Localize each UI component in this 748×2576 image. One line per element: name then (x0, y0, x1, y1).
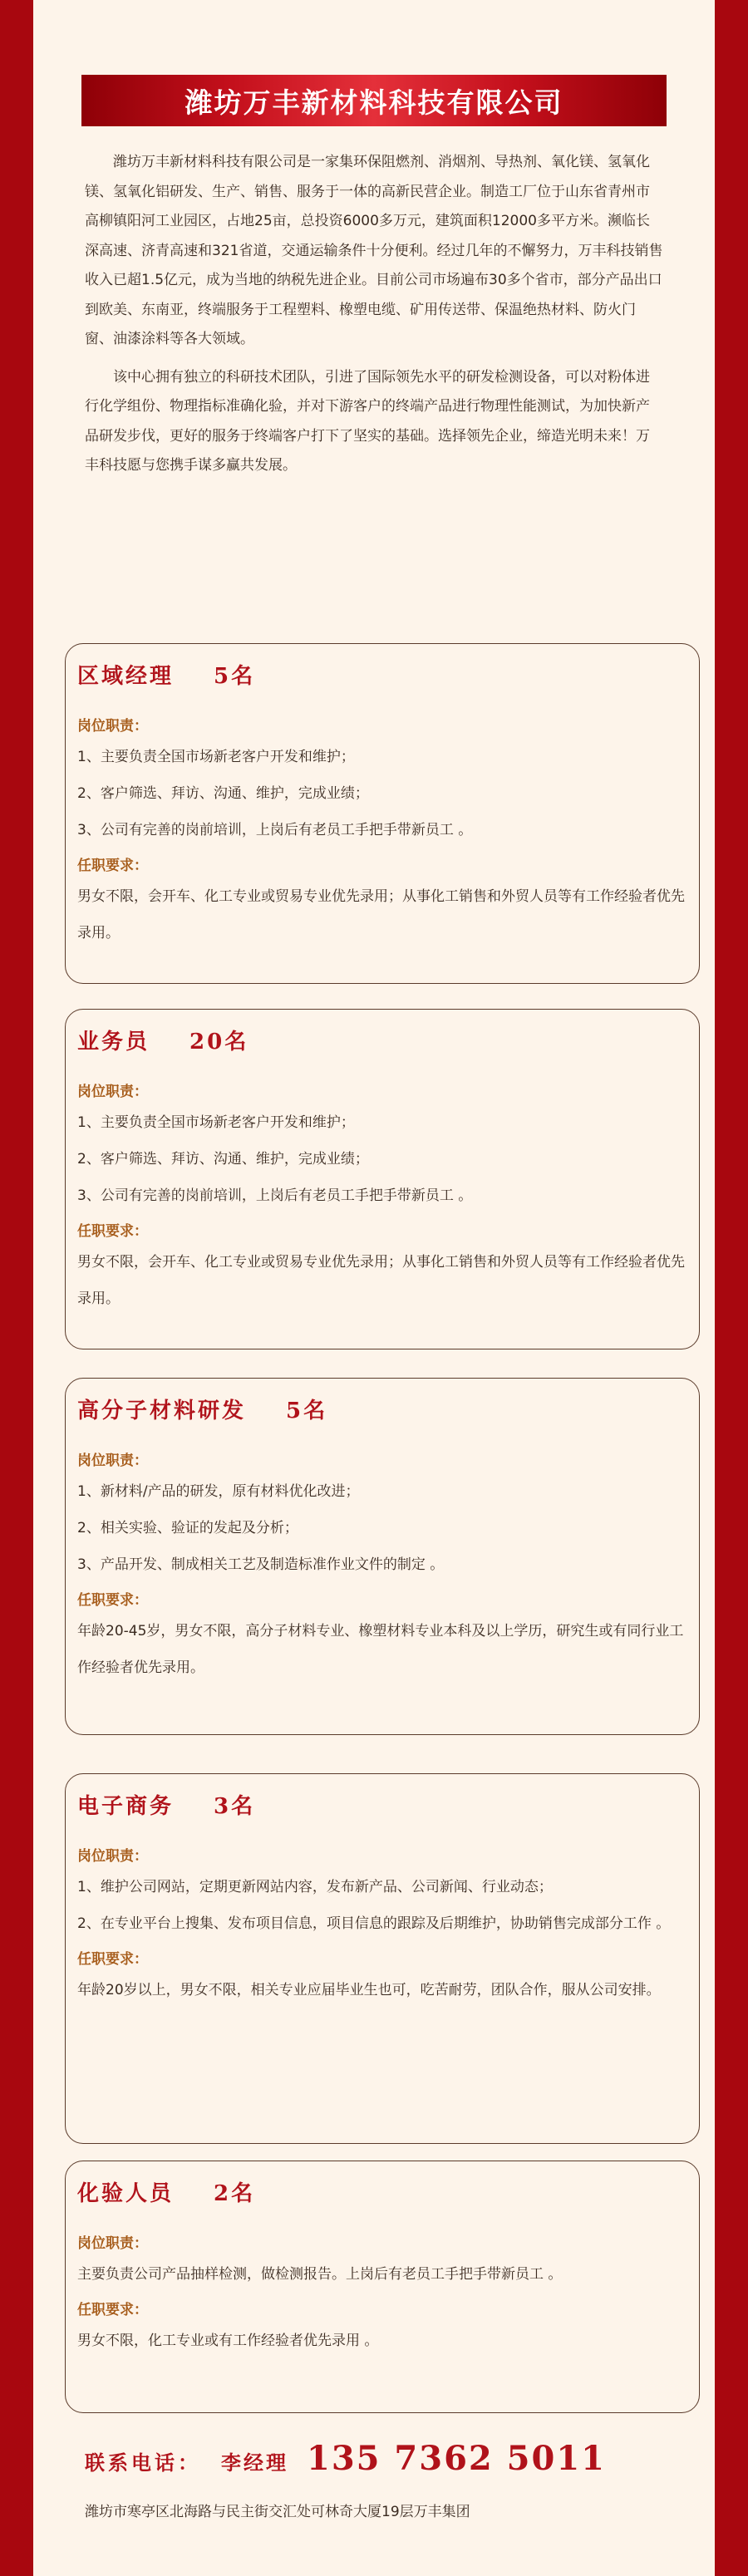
contact-line (85, 2439, 683, 2478)
contact-label: 联系电话： (85, 2451, 201, 2475)
job-count: 20名 (189, 1030, 249, 1054)
poster-sheet (33, 0, 715, 2576)
duty-item: 3、公司有完善的岗前培训，上岗后有老员工手把手带新员工 。 (77, 822, 473, 838)
job-card-ecommerce (65, 1773, 700, 2144)
requirement-text: 男女不限，会开车、化工专业或贸易专业优先录用；从事化工销售和外贸人员等有工作经验者优先录用。 (77, 1254, 685, 1307)
job-card-polymer-rd (65, 1378, 700, 1735)
duty-item: 主要负责公司产品抽样检测，做检测报告。上岗后有老员工手把手带新员工 。 (77, 2266, 563, 2283)
company-title: 潍坊万丰新材料科技有限公司 (185, 86, 563, 119)
job-card-regional-manager (65, 643, 700, 984)
requirement-label: 任职要求： (77, 1951, 148, 1968)
contact-phone: 135 7362 5011 (307, 2439, 607, 2478)
job-heading (77, 1025, 687, 1061)
duty-item: 2、客户筛选、拜访、沟通、维护，完成业绩； (77, 1151, 369, 1168)
job-heading (77, 659, 687, 696)
job-count: 5名 (214, 664, 256, 689)
job-count: 2名 (214, 2181, 256, 2206)
duty-item: 3、产品开发、制成相关工艺及制造标准作业文件的制定 。 (77, 1556, 445, 1573)
duty-label: 岗位职责： (77, 718, 148, 735)
job-title: 区域经理 (77, 664, 175, 689)
intro-paragraph-1: 潍坊万丰新材料科技有限公司是一家集环保阻燃剂、消烟剂、导热剂、氧化镁、氢氧化镁、氢氧化铝研发、生产、销售、服务于一体的高新民营企业。制造工厂位于山东省青州市高柳镇阳河工业园区，占地25亩，总投资6000多万元，建筑面积12000多平方米。濒临长深高速、济青高速和321省道，交通运输条件十分便利。经过几年的不懈努力，万丰科技销售收入已超1.5亿元，成为当地的纳税先进企业。目前公司市场遍布30多个省市，部分产品出口到欧美、东南亚，终端服务于工程塑料、橡塑电缆、矿用传送带、保温绝热材料、防火门窗、油漆涂料等各大领域。 (85, 154, 663, 347)
requirement-label: 任职要求： (77, 1592, 148, 1609)
job-heading (77, 1789, 687, 1826)
requirement-label: 任职要求： (77, 1223, 148, 1240)
company-address: 潍坊市寒亭区北海路与民主街交汇处可林奇大厦19层万丰集团 (85, 2504, 470, 2520)
requirement-text: 男女不限，会开车、化工专业或贸易专业优先录用；从事化工销售和外贸人员等有工作经验者优先录用。 (77, 888, 685, 941)
duty-item: 1、主要负责全国市场新老客户开发和维护； (77, 1114, 355, 1131)
job-title: 业务员 (77, 1030, 150, 1054)
job-card-salesperson (65, 1009, 700, 1349)
company-title-banner (81, 75, 667, 126)
requirement-label: 任职要求： (77, 2302, 148, 2318)
duty-item: 1、主要负责全国市场新老客户开发和维护； (77, 749, 355, 765)
duty-item: 2、客户筛选、拜访、沟通、维护，完成业绩； (77, 785, 369, 802)
contact-name: 李经理 (221, 2451, 288, 2475)
duty-item: 1、新材料/产品的研发，原有材料优化改进； (77, 1483, 360, 1500)
job-title: 电子商务 (77, 1794, 175, 1819)
requirement-text: 年龄20岁以上，男女不限，相关专业应届毕业生也可，吃苦耐劳，团队合作，服从公司安排。 (77, 1982, 661, 1998)
intro-paragraph-2: 该中心拥有独立的科研技术团队，引进了国际领先水平的研发检测设备，可以对粉体进行化学组份、物理指标准确化验，并对下游客户的终端产品进行物理性能测试，为加快新产品研发步伐，更好的服务于终端客户打下了坚实的基础。选择领先企业，缔造光明未来！万丰科技愿与您携手谋多赢共发展。 (85, 368, 650, 474)
duty-item: 3、公司有完善的岗前培训，上岗后有老员工手把手带新员工 。 (77, 1187, 473, 1204)
job-title: 化验人员 (77, 2181, 175, 2206)
duty-label: 岗位职责： (77, 1848, 148, 1865)
duty-label: 岗位职责： (77, 1453, 148, 1469)
requirement-label: 任职要求： (77, 858, 148, 874)
duty-label: 岗位职责： (77, 1084, 148, 1100)
duty-item: 2、在专业平台上搜集、发布项目信息，项目信息的跟踪及后期维护，协助销售完成部分工作 。 (77, 1915, 671, 1932)
duty-label: 岗位职责： (77, 2235, 148, 2252)
job-card-lab-tester (65, 2161, 700, 2413)
requirement-text: 男女不限，化工专业或有工作经验者优先录用 。 (77, 2333, 379, 2349)
job-heading (77, 2176, 687, 2213)
company-intro (85, 148, 663, 489)
job-count: 3名 (214, 1794, 256, 1819)
duty-item: 2、相关实验、验证的发起及分析； (77, 1520, 298, 1536)
requirement-text: 年龄20-45岁，男女不限，高分子材料专业、橡塑材料专业本科及以上学历，研究生或有同行业工作经验者优先录用。 (77, 1623, 684, 1676)
job-count: 5名 (286, 1399, 328, 1423)
job-heading (77, 1394, 687, 1430)
duty-item: 1、维护公司网站，定期更新网站内容，发布新产品、公司新闻、行业动态； (77, 1879, 553, 1895)
job-title: 高分子材料研发 (77, 1399, 247, 1423)
